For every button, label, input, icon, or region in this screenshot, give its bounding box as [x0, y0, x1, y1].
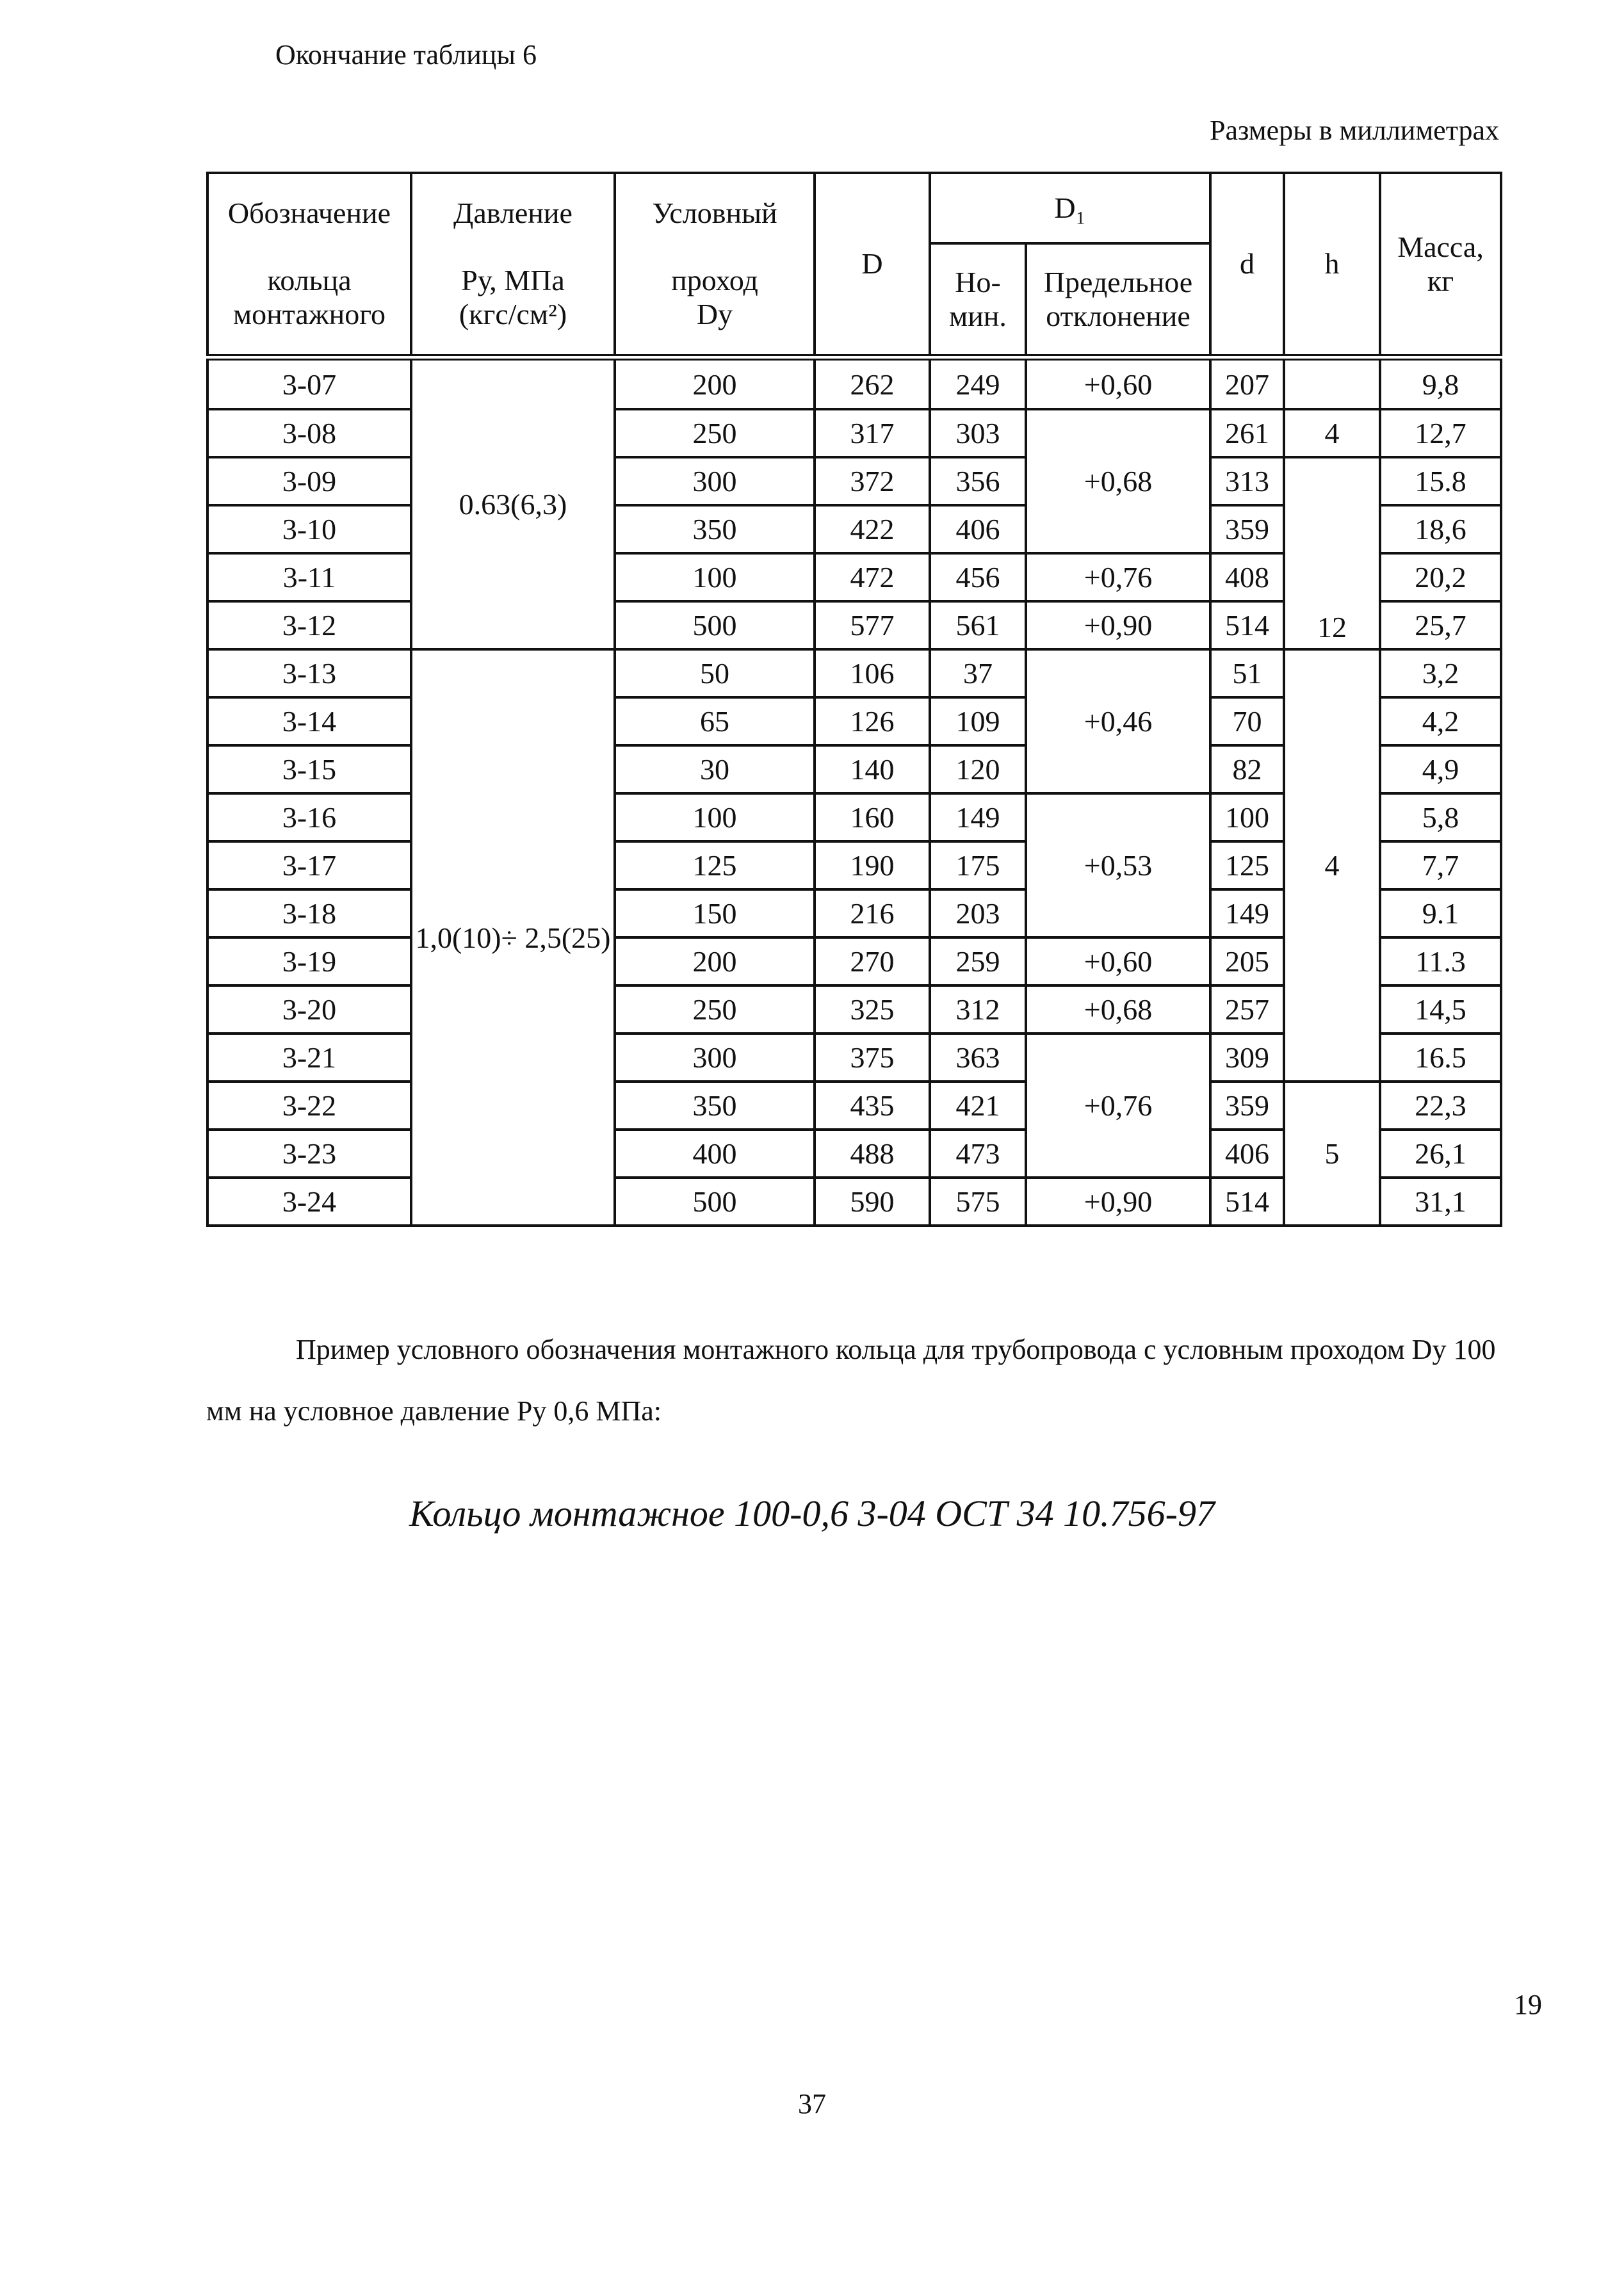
cell-d: 82	[1210, 745, 1284, 793]
cell-mass: 9.1	[1380, 889, 1501, 937]
units-note: Размеры в миллиметрах	[1210, 115, 1499, 146]
cell-designation: 3-10	[207, 505, 411, 553]
table-row	[207, 457, 1501, 505]
cell-dy: 125	[615, 841, 815, 889]
table-row	[207, 649, 1501, 697]
cell-D1-deviation: +0,46	[1026, 649, 1210, 793]
cell-D: 317	[815, 409, 930, 457]
cell-D1-nominal: 561	[930, 601, 1026, 649]
cell-pressure-group: 0.63(6,3)	[411, 357, 615, 649]
cell-D1-nominal: 203	[930, 889, 1026, 937]
cell-D1-nominal: 575	[930, 1178, 1026, 1226]
cell-D1-nominal: 312	[930, 985, 1026, 1034]
cell-mass: 11.3	[1380, 937, 1501, 985]
cell-D1-nominal: 175	[930, 841, 1026, 889]
cell-mass: 5,8	[1380, 793, 1501, 841]
header-pressure: Давление Ру, МПа (кгс/см²)	[411, 173, 615, 357]
cell-D1-deviation: +0,76	[1026, 1034, 1210, 1178]
header-nominal-bore: Условный проход Dу	[615, 173, 815, 357]
cell-mass: 4,2	[1380, 697, 1501, 745]
cell-dy: 350	[615, 1082, 815, 1130]
cell-dy: 30	[615, 745, 815, 793]
cell-dy: 150	[615, 889, 815, 937]
cell-dy: 65	[615, 697, 815, 745]
cell-designation: 3-24	[207, 1178, 411, 1226]
example-designation: Кольцо монтажное 100-0,6 3-04 ОСТ 34 10.756-97	[409, 1493, 1215, 1534]
cell-dy: 200	[615, 937, 815, 985]
header-h: h	[1284, 173, 1380, 357]
cell-D1-nominal: 120	[930, 745, 1026, 793]
cell-designation: 3-21	[207, 1034, 411, 1082]
cell-D: 435	[815, 1082, 930, 1130]
cell-mass: 9,8	[1380, 357, 1501, 409]
cell-mass: 16.5	[1380, 1034, 1501, 1082]
cell-D1-deviation: +0,76	[1026, 553, 1210, 601]
cell-mass: 7,7	[1380, 841, 1501, 889]
cell-D: 577	[815, 601, 930, 649]
cell-D1-deviation: +0,90	[1026, 601, 1210, 649]
cell-D1-nominal: 303	[930, 409, 1026, 457]
cell-d: 408	[1210, 553, 1284, 601]
cell-designation: 3-16	[207, 793, 411, 841]
cell-mass: 15.8	[1380, 457, 1501, 505]
cell-h: 4	[1284, 649, 1380, 1082]
cell-designation: 3-15	[207, 745, 411, 793]
cell-dy: 100	[615, 793, 815, 841]
cell-mass: 4,9	[1380, 745, 1501, 793]
cell-designation: 3-07	[207, 357, 411, 409]
cell-D: 262	[815, 357, 930, 409]
cell-dy: 400	[615, 1130, 815, 1178]
cell-D1-nominal: 37	[930, 649, 1026, 697]
cell-d: 51	[1210, 649, 1284, 697]
cell-D1-nominal: 249	[930, 357, 1026, 409]
cell-d: 313	[1210, 457, 1284, 505]
cell-designation: 3-14	[207, 697, 411, 745]
cell-d: 406	[1210, 1130, 1284, 1178]
cell-D1-deviation: +0,68	[1026, 985, 1210, 1034]
cell-D: 590	[815, 1178, 930, 1226]
cell-dy: 250	[615, 985, 815, 1034]
cell-D1-deviation: +0,53	[1026, 793, 1210, 937]
cell-dy: 250	[615, 409, 815, 457]
cell-D1-nominal: 456	[930, 553, 1026, 601]
cell-D1-deviation: +0,90	[1026, 1178, 1210, 1226]
cell-d: 257	[1210, 985, 1284, 1034]
cell-D1-deviation: +0,60	[1026, 937, 1210, 985]
cell-designation: 3-17	[207, 841, 411, 889]
cell-mass: 18,6	[1380, 505, 1501, 553]
cell-dy: 50	[615, 649, 815, 697]
cell-D1-deviation: +0,60	[1026, 357, 1210, 409]
cell-d: 207	[1210, 357, 1284, 409]
cell-d: 359	[1210, 505, 1284, 553]
cell-D: 216	[815, 889, 930, 937]
header-D1-nominal: Но- мин.	[930, 243, 1026, 357]
cell-D: 375	[815, 1034, 930, 1082]
page-number: 37	[798, 2088, 826, 2120]
cell-mass: 20,2	[1380, 553, 1501, 601]
cell-h: 5	[1284, 1082, 1380, 1226]
cell-D1-nominal: 356	[930, 457, 1026, 505]
cell-D: 160	[815, 793, 930, 841]
cell-designation: 3-18	[207, 889, 411, 937]
cell-designation: 3-11	[207, 553, 411, 601]
cell-designation: 3-22	[207, 1082, 411, 1130]
cell-D: 325	[815, 985, 930, 1034]
cell-D: 190	[815, 841, 930, 889]
cell-d: 309	[1210, 1034, 1284, 1082]
cell-designation: 3-13	[207, 649, 411, 697]
cell-D1-nominal: 473	[930, 1130, 1026, 1178]
cell-designation: 3-20	[207, 985, 411, 1034]
cell-d: 205	[1210, 937, 1284, 985]
cell-dy: 300	[615, 457, 815, 505]
cell-mass: 12,7	[1380, 409, 1501, 457]
cell-D1-nominal: 259	[930, 937, 1026, 985]
cell-designation: 3-23	[207, 1130, 411, 1178]
cell-D: 472	[815, 553, 930, 601]
cell-mass: 22,3	[1380, 1082, 1501, 1130]
cell-mass: 3,2	[1380, 649, 1501, 697]
header-designation: Обозначение кольца монтажного	[207, 173, 411, 357]
cell-d: 125	[1210, 841, 1284, 889]
cell-pressure-group: 1,0(10)÷ 2,5(25)	[411, 649, 615, 1226]
table-row	[207, 409, 1501, 457]
cell-d: 70	[1210, 697, 1284, 745]
header-d: d	[1210, 173, 1284, 357]
cell-d: 514	[1210, 1178, 1284, 1226]
cell-designation: 3-12	[207, 601, 411, 649]
cell-D: 422	[815, 505, 930, 553]
header-D: D	[815, 173, 930, 357]
example-paragraph: Пример условного обозначения монтажного кольца для трубопровода с условным проходом Dу 100 мм на условное давление Ру 0,6 МПа:	[206, 1334, 1496, 1427]
cell-D: 140	[815, 745, 930, 793]
cell-D1-nominal: 421	[930, 1082, 1026, 1130]
cell-D1-nominal: 149	[930, 793, 1026, 841]
table-caption: Окончание таблицы 6	[275, 39, 537, 70]
cell-dy: 500	[615, 601, 815, 649]
cell-D1-nominal: 363	[930, 1034, 1026, 1082]
table-row	[207, 357, 1501, 409]
cell-mass: 14,5	[1380, 985, 1501, 1034]
cell-D: 270	[815, 937, 930, 985]
cell-h: 4	[1284, 409, 1380, 457]
cell-D: 126	[815, 697, 930, 745]
cell-designation: 3-08	[207, 409, 411, 457]
cell-D1-deviation: +0,68	[1026, 409, 1210, 553]
cell-d: 514	[1210, 601, 1284, 649]
cell-mass: 26,1	[1380, 1130, 1501, 1178]
cell-designation: 3-09	[207, 457, 411, 505]
cell-D: 488	[815, 1130, 930, 1178]
cell-dy: 100	[615, 553, 815, 601]
cell-d: 261	[1210, 409, 1284, 457]
cell-h-empty	[1284, 357, 1380, 409]
header-D1-deviation: Предельное отклонение	[1026, 243, 1210, 357]
cell-d: 359	[1210, 1082, 1284, 1130]
header-D1: D₁	[930, 173, 1210, 243]
cell-dy: 300	[615, 1034, 815, 1082]
cell-h: 12	[1284, 457, 1380, 649]
sheet-number: 19	[1514, 1989, 1542, 2020]
cell-D1-nominal: 109	[930, 697, 1026, 745]
cell-dy: 200	[615, 357, 815, 409]
cell-mass: 31,1	[1380, 1178, 1501, 1226]
cell-D1-nominal: 406	[930, 505, 1026, 553]
table-row	[207, 1082, 1501, 1130]
cell-mass: 25,7	[1380, 601, 1501, 649]
cell-D: 106	[815, 649, 930, 697]
cell-designation: 3-19	[207, 937, 411, 985]
cell-d: 149	[1210, 889, 1284, 937]
cell-D: 372	[815, 457, 930, 505]
ring-dimensions-table	[206, 172, 1502, 1227]
cell-d: 100	[1210, 793, 1284, 841]
cell-dy: 350	[615, 505, 815, 553]
cell-dy: 500	[615, 1178, 815, 1226]
header-mass: Масса, кг	[1380, 173, 1501, 357]
